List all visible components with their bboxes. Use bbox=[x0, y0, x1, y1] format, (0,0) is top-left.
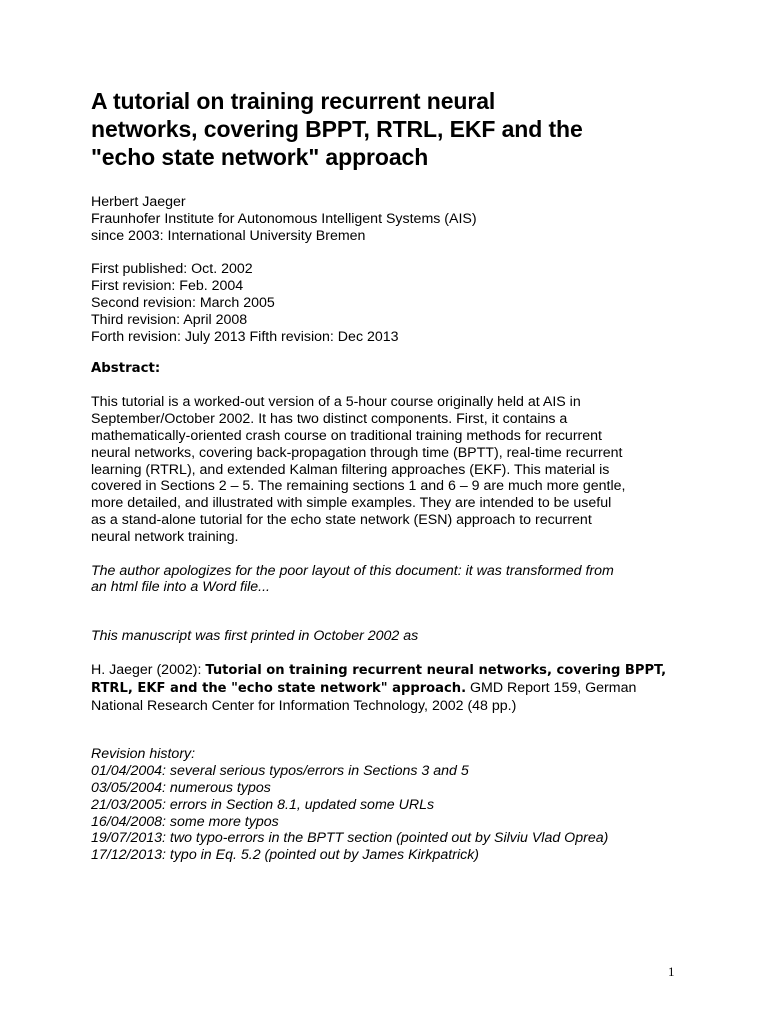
citation-prefix: H. Jaeger (2002): bbox=[91, 661, 206, 678]
forth-fifth-revision: Forth revision: July 2013 Fifth revision: Dec 2013 bbox=[91, 328, 399, 345]
apology-line: an html file into a Word file... bbox=[91, 579, 270, 596]
title-line: networks, covering BPPT, RTRL, EKF and the bbox=[91, 116, 583, 142]
abstract-line: neural networks, covering back-propagation through time (BPTT), real-time recurrent bbox=[91, 444, 623, 461]
abstract-body bbox=[91, 394, 691, 545]
apology-line: The author apologizes for the poor layout of this document: it was transformed from bbox=[91, 562, 614, 579]
revision-history-entry: 01/04/2004: several serious typos/errors in Sections 3 and 5 bbox=[91, 763, 469, 780]
abstract-line: as a stand-alone tutorial for the echo state network (ESN) approach to recurrent bbox=[91, 511, 592, 528]
author-affiliation: Fraunhofer Institute for Autonomous Intelligent Systems (AIS) bbox=[91, 210, 477, 227]
title-line: A tutorial on training recurrent neural bbox=[91, 88, 496, 114]
abstract-line: covered in Sections 2 – 5. The remaining sections 1 and 6 – 9 are much more gentle, bbox=[91, 478, 626, 495]
revision-history bbox=[91, 746, 691, 864]
abstract-line: learning (RTRL), and extended Kalman filtering approaches (EKF). This material is bbox=[91, 461, 610, 478]
revision-history-entry: 16/04/2008: some more typos bbox=[91, 813, 279, 830]
revision-history-entry: 17/12/2013: typo in Eq. 5.2 (pointed out by James Kirkpatrick) bbox=[91, 847, 480, 864]
page-number: 1 bbox=[668, 964, 675, 979]
first-revision: First revision: Feb. 2004 bbox=[91, 278, 244, 295]
second-revision: Second revision: March 2005 bbox=[91, 294, 275, 311]
abstract-line: mathematically-oriented crash course on traditional training methods for recurrent bbox=[91, 427, 602, 444]
author-name: Herbert Jaeger bbox=[91, 194, 186, 210]
citation-title-part-2: RTRL, EKF and the "echo state network" approach. bbox=[91, 680, 467, 696]
publication-dates bbox=[91, 261, 691, 345]
revision-history-entry: 03/05/2004: numerous typos bbox=[91, 779, 271, 796]
citation-source-part-1: GMD Report 159, German bbox=[466, 679, 637, 696]
first-printed-note bbox=[91, 628, 691, 645]
revision-history-entry: 21/03/2005: errors in Section 8.1, updated some URLs bbox=[91, 796, 435, 813]
abstract-line: more detailed, and illustrated with simple examples. They are intended to be useful bbox=[91, 495, 612, 512]
printed-note-text: This manuscript was first printed in October 2002 as bbox=[91, 628, 419, 645]
document-title bbox=[91, 87, 691, 171]
citation-line-1 bbox=[91, 662, 691, 680]
abstract-line: neural network training. bbox=[91, 528, 239, 545]
citation-source-part-2: National Research Center for Information Technology, 2002 (48 pp.) bbox=[91, 697, 517, 714]
author-current-affiliation: since 2003: International University Bremen bbox=[91, 227, 366, 244]
revision-history-heading: Revision history: bbox=[91, 746, 196, 763]
title-line: "echo state network" approach bbox=[91, 144, 429, 170]
third-revision: Third revision: April 2008 bbox=[91, 311, 248, 328]
first-published: First published: Oct. 2002 bbox=[91, 261, 253, 278]
author-block bbox=[91, 194, 691, 244]
citation-title-part-1: Tutorial on training recurrent neural networks, covering BPPT, bbox=[205, 662, 667, 678]
citation-line-2 bbox=[91, 680, 691, 698]
page-content bbox=[91, 87, 691, 864]
citation bbox=[91, 662, 691, 714]
revision-history-entry: 19/07/2013: two typo-errors in the BPTT section (pointed out by Silviu Vlad Oprea) bbox=[91, 830, 609, 847]
abstract-line: This tutorial is a worked-out version of a 5-hour course originally held at AIS in bbox=[91, 394, 581, 411]
abstract-line: September/October 2002. It has two distinct components. First, it contains a bbox=[91, 411, 568, 428]
layout-apology-note bbox=[91, 563, 691, 597]
abstract-heading: Abstract: bbox=[91, 361, 161, 377]
